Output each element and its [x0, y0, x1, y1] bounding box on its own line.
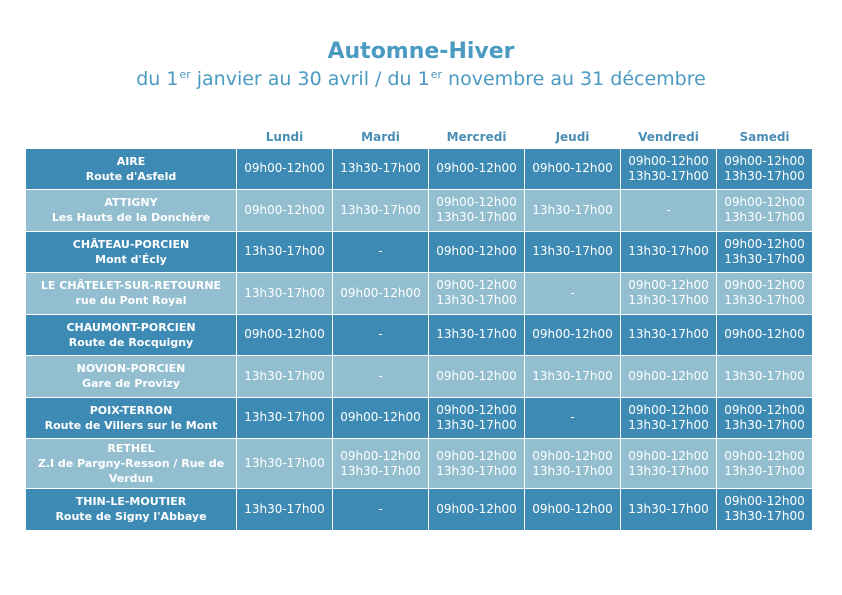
time-slot: 13h30-17h00: [436, 293, 517, 308]
closed-dash: -: [570, 285, 575, 300]
hours-cell-jeudi: [525, 439, 621, 489]
schedule-row: [26, 397, 813, 439]
subtitle-text: novembre au 31 décembre: [442, 68, 706, 90]
hours-cell-vendredi: [621, 439, 717, 489]
hours-cell-mercredi: [429, 314, 525, 356]
time-slot: 13h30-17h00: [724, 168, 805, 183]
hours-cell-samedi: [717, 148, 813, 190]
hours-cell-samedi: [717, 273, 813, 315]
time-slot: 09h00-12h00: [436, 368, 517, 383]
hours-cell-mardi: [333, 489, 429, 531]
time-slot: 13h30-17h00: [244, 244, 325, 259]
time-slot: 09h00-12h00: [244, 161, 325, 176]
hours-cell-vendredi: [621, 356, 717, 398]
time-slot: 09h00-12h00: [244, 202, 325, 217]
site-address: Route d'Asfeld: [85, 169, 177, 183]
hours-cell-samedi: [717, 489, 813, 531]
hours-cell-mardi: [333, 397, 429, 439]
site-cell: [26, 231, 237, 273]
hours-cell-jeudi: [525, 314, 621, 356]
time-slot: 09h00-12h00: [724, 153, 805, 168]
time-slot: 13h30-17h00: [244, 501, 325, 516]
site-address: Z.I de Pargny-Resson / Rue de Verdun: [37, 457, 225, 485]
day-header-samedi: Samedi: [739, 130, 790, 145]
day-header-vendredi: Vendredi: [638, 130, 699, 145]
hours-cell-jeudi: [525, 489, 621, 531]
time-slot: 09h00-12h00: [724, 402, 805, 417]
site-cell: [26, 356, 237, 398]
time-slot: 13h30-17h00: [724, 210, 805, 225]
time-slot: 09h00-12h00: [724, 494, 805, 509]
closed-dash: -: [570, 410, 575, 425]
time-slot: 09h00-12h00: [724, 195, 805, 210]
site-cell: [26, 314, 237, 356]
day-header-mardi: Mardi: [361, 130, 400, 145]
hours-cell-mardi: [333, 356, 429, 398]
site-name: AIRE: [116, 154, 146, 168]
time-slot: 13h30-17h00: [340, 463, 421, 478]
time-slot: 13h30-17h00: [628, 501, 709, 516]
time-slot: 09h00-12h00: [244, 327, 325, 342]
hours-cell-vendredi: [621, 190, 717, 232]
time-slot: 09h00-12h00: [436, 244, 517, 259]
site-name: LE CHÂTELET-SUR-RETOURNE: [40, 279, 222, 293]
hours-cell-lundi: [237, 273, 333, 315]
site-cell: [26, 397, 237, 439]
time-slot: 09h00-12h00: [628, 402, 709, 417]
time-slot: 09h00-12h00: [628, 278, 709, 293]
hours-cell-samedi: [717, 397, 813, 439]
hours-cell-mercredi: [429, 231, 525, 273]
hours-cell-lundi: [237, 231, 333, 273]
hours-cell-lundi: [237, 190, 333, 232]
time-slot: 13h30-17h00: [436, 463, 517, 478]
time-slot: 09h00-12h00: [436, 402, 517, 417]
site-name: NOVION-PORCIEN: [76, 362, 186, 376]
closed-dash: -: [378, 327, 383, 342]
site-address: Les Hauts de la Donchère: [51, 211, 211, 225]
site-name: CHÂTEAU-PORCIEN: [72, 237, 190, 251]
hours-cell-lundi: [237, 148, 333, 190]
day-header-lundi: Lundi: [265, 130, 304, 145]
site-name: POIX-TERRON: [89, 403, 173, 417]
time-slot: 09h00-12h00: [532, 327, 613, 342]
hours-cell-samedi: [717, 314, 813, 356]
time-slot: 13h30-17h00: [244, 285, 325, 300]
hours-cell-lundi: [237, 397, 333, 439]
time-slot: 13h30-17h00: [436, 327, 517, 342]
schedule-row: [26, 314, 813, 356]
hours-cell-vendredi: [621, 273, 717, 315]
hours-cell-vendredi: [621, 314, 717, 356]
time-slot: 13h30-17h00: [436, 210, 517, 225]
subtitle-superscript: er: [179, 68, 191, 81]
site-cell: [26, 489, 237, 531]
time-slot: 09h00-12h00: [340, 448, 421, 463]
hours-cell-jeudi: [525, 397, 621, 439]
hours-cell-mardi: [333, 439, 429, 489]
site-address: Gare de Provizy: [82, 377, 180, 391]
time-slot: 09h00-12h00: [724, 327, 805, 342]
hours-cell-mercredi: [429, 439, 525, 489]
time-slot: 09h00-12h00: [436, 161, 517, 176]
site-cell: [26, 148, 237, 190]
closed-dash: -: [666, 202, 671, 217]
site-name: THIN-LE-MOUTIER: [75, 495, 187, 509]
hours-cell-mardi: [333, 148, 429, 190]
time-slot: 09h00-12h00: [532, 161, 613, 176]
site-address: Mont d'Écly: [95, 252, 167, 266]
hours-cell-jeudi: [525, 148, 621, 190]
time-slot: 13h30-17h00: [628, 244, 709, 259]
time-slot: 13h30-17h00: [628, 293, 709, 308]
hours-cell-mercredi: [429, 190, 525, 232]
schedule-row: [26, 231, 813, 273]
time-slot: 13h30-17h00: [628, 168, 709, 183]
closed-dash: -: [378, 244, 383, 259]
time-slot: 09h00-12h00: [436, 501, 517, 516]
hours-cell-samedi: [717, 356, 813, 398]
site-address: Route de Rocquigny: [68, 335, 194, 349]
hours-cell-lundi: [237, 314, 333, 356]
hours-cell-jeudi: [525, 231, 621, 273]
time-slot: 09h00-12h00: [724, 236, 805, 251]
subtitle-text: janvier au 30 avril / du 1: [190, 68, 430, 90]
time-slot: 13h30-17h00: [628, 463, 709, 478]
day-header-jeudi: Jeudi: [555, 130, 590, 145]
time-slot: 13h30-17h00: [340, 202, 421, 217]
time-slot: 09h00-12h00: [724, 448, 805, 463]
time-slot: 09h00-12h00: [436, 195, 517, 210]
hours-cell-mardi: [333, 190, 429, 232]
time-slot: 13h30-17h00: [724, 293, 805, 308]
schedule-row: [26, 273, 813, 315]
time-slot: 09h00-12h00: [436, 448, 517, 463]
hours-cell-mercredi: [429, 489, 525, 531]
time-slot: 09h00-12h00: [628, 448, 709, 463]
site-name: ATTIGNY: [104, 196, 158, 210]
hours-cell-vendredi: [621, 397, 717, 439]
site-name: RETHEL: [107, 442, 155, 455]
corner-cell: [26, 127, 237, 148]
subtitle-text: du 1: [136, 68, 179, 90]
site-address: Route de Signy l'Abbaye: [55, 510, 207, 524]
schedule-row: [26, 148, 813, 190]
page-title: Automne-Hiver: [327, 39, 515, 64]
time-slot: 09h00-12h00: [340, 410, 421, 425]
hours-cell-vendredi: [621, 231, 717, 273]
hours-cell-mardi: [333, 314, 429, 356]
hours-cell-mercredi: [429, 148, 525, 190]
site-cell: [26, 190, 237, 232]
page-subtitle: [0, 67, 842, 94]
hours-cell-lundi: [237, 439, 333, 489]
hours-cell-mardi: [333, 231, 429, 273]
time-slot: 13h30-17h00: [436, 417, 517, 432]
time-slot: 09h00-12h00: [628, 368, 709, 383]
site-cell: [26, 439, 237, 489]
hours-cell-mardi: [333, 273, 429, 315]
time-slot: 13h30-17h00: [532, 463, 613, 478]
time-slot: 13h30-17h00: [244, 456, 325, 470]
time-slot: 13h30-17h00: [244, 410, 325, 425]
time-slot: 09h00-12h00: [532, 448, 613, 463]
closed-dash: -: [378, 501, 383, 516]
hours-cell-lundi: [237, 356, 333, 398]
time-slot: 13h30-17h00: [628, 327, 709, 342]
schedule-table: [25, 127, 813, 531]
subtitle-superscript: er: [430, 68, 442, 81]
time-slot: 09h00-12h00: [532, 501, 613, 516]
time-slot: 13h30-17h00: [532, 202, 613, 217]
hours-cell-mercredi: [429, 356, 525, 398]
hours-cell-vendredi: [621, 489, 717, 531]
time-slot: 13h30-17h00: [532, 244, 613, 259]
schedule-header-row: [26, 127, 813, 148]
hours-cell-vendredi: [621, 148, 717, 190]
time-slot: 13h30-17h00: [340, 161, 421, 176]
time-slot: 13h30-17h00: [724, 417, 805, 432]
time-slot: 09h00-12h00: [724, 278, 805, 293]
hours-cell-lundi: [237, 489, 333, 531]
closed-dash: -: [378, 368, 383, 383]
time-slot: 13h30-17h00: [244, 368, 325, 383]
site-name: CHAUMONT-PORCIEN: [66, 320, 196, 334]
time-slot: 13h30-17h00: [628, 417, 709, 432]
hours-cell-samedi: [717, 231, 813, 273]
time-slot: 13h30-17h00: [724, 368, 805, 383]
time-slot: 09h00-12h00: [436, 278, 517, 293]
schedule-row: [26, 489, 813, 531]
schedule-row: [26, 356, 813, 398]
time-slot: 13h30-17h00: [724, 251, 805, 266]
site-address: Route de Villers sur le Mont: [44, 418, 218, 432]
time-slot: 13h30-17h00: [724, 463, 805, 478]
schedule-row: [26, 439, 813, 489]
hours-cell-mercredi: [429, 273, 525, 315]
schedule-header: [26, 127, 813, 148]
hours-cell-samedi: [717, 190, 813, 232]
time-slot: 13h30-17h00: [724, 509, 805, 524]
site-cell: [26, 273, 237, 315]
schedule-row: [26, 190, 813, 232]
schedule-body: [26, 148, 813, 530]
hours-cell-jeudi: [525, 273, 621, 315]
day-header-mercredi: Mercredi: [446, 130, 507, 145]
hours-cell-samedi: [717, 439, 813, 489]
hours-cell-jeudi: [525, 356, 621, 398]
time-slot: 13h30-17h00: [532, 368, 613, 383]
time-slot: 09h00-12h00: [628, 153, 709, 168]
hours-cell-mercredi: [429, 397, 525, 439]
site-address: rue du Pont Royal: [75, 294, 187, 308]
hours-cell-jeudi: [525, 190, 621, 232]
time-slot: 09h00-12h00: [340, 285, 421, 300]
